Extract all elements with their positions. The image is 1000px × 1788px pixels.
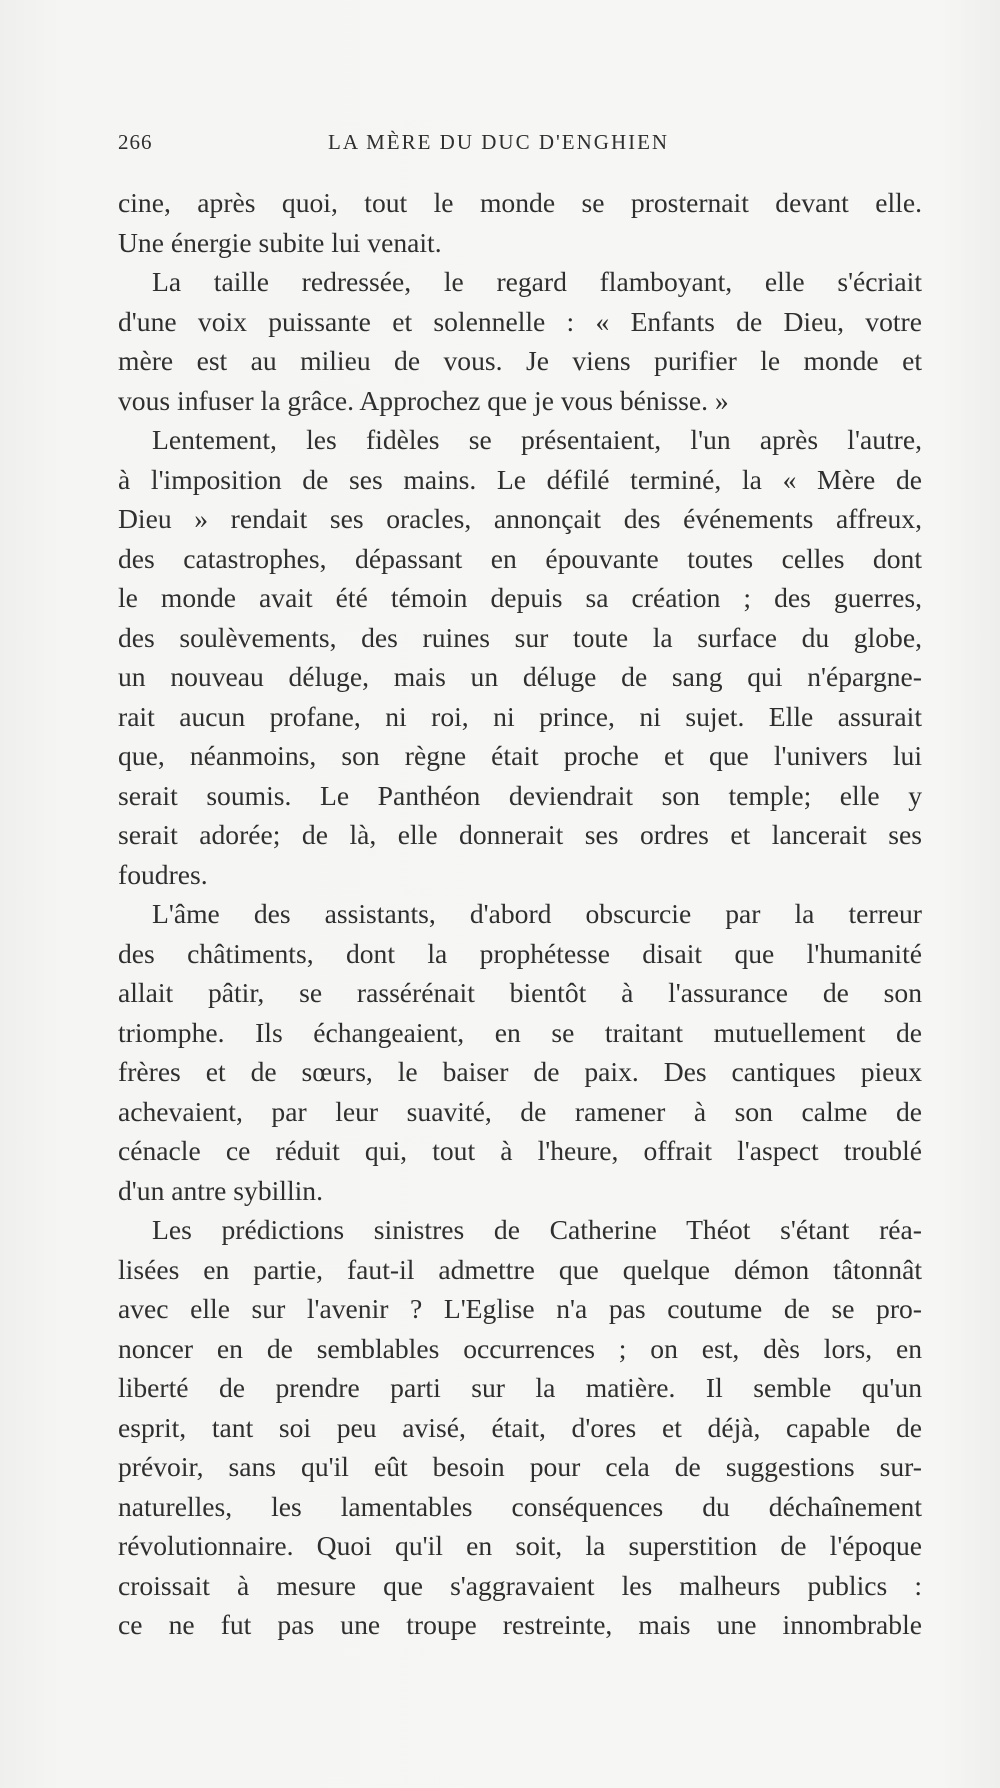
text-line: un nouveau déluge, mais un déluge de sang qui n'épargne-: [118, 661, 922, 692]
text-line: que, néanmoins, son règne était proche et que l'univers lui: [118, 740, 922, 771]
text-line: serait adorée; de là, elle donnerait ses ordres et lancerait ses: [118, 819, 922, 850]
running-title: LA MÈRE DU DUC D'ENGHIEN: [328, 130, 670, 154]
text-line: vous infuser la grâce. Approchez que je vous bénisse. »: [118, 384, 729, 416]
text-line: liberté de prendre parti sur la matière. Il semble qu'un: [118, 1372, 922, 1403]
text-line: noncer en de semblables occurrences ; on est, dès lors, en: [118, 1332, 922, 1364]
text-line: serait soumis. Le Panthéon deviendrait son temple; elle y: [118, 779, 922, 811]
text-line: cine, après quoi, tout le monde se prosternait devant elle.: [118, 187, 922, 218]
text-line: allait pâtir, se rassérénait bientôt à l'assurance de son: [118, 977, 922, 1008]
text-line: des châtiments, dont la prophétesse disait que l'humanité: [118, 937, 922, 969]
text-line: naturelles, les lamentables conséquences du déchaînement: [118, 1490, 922, 1522]
text-line: cénacle ce réduit qui, tout à l'heure, offrait l'aspect troublé: [118, 1135, 922, 1166]
text-line: Dieu » rendait ses oracles, annonçait des événements affreux,: [118, 503, 922, 534]
text-line: rait aucun profane, ni roi, ni prince, ni sujet. Elle assurait: [118, 700, 922, 732]
text-line: prévoir, sans qu'il eût besoin pour cela de suggestions sur-: [118, 1451, 922, 1482]
text-line: Lentement, les fidèles se présentaient, l'un après l'autre,: [152, 424, 922, 455]
text-line: à l'imposition de ses mains. Le défilé terminé, la « Mère de: [118, 463, 922, 495]
text-line: ce ne fut pas une troupe restreinte, mais une innombrable: [118, 1609, 922, 1640]
text-line: révolutionnaire. Quoi qu'il en soit, la superstition de l'époque: [118, 1530, 922, 1561]
text-line: d'une voix puissante et solennelle : « Enfants de Dieu, votre: [118, 305, 922, 337]
text-line: le monde avait été témoin depuis sa création ; des guerres,: [118, 582, 922, 613]
text-line: La taille redressée, le regard flamboyant, elle s'écriait: [152, 266, 922, 297]
body-text: [118, 183, 922, 1645]
text-line: triomphe. Ils échangeaient, en se traitant mutuellement de: [118, 1016, 922, 1048]
text-line: croissait à mesure que s'aggravaient les malheurs publics :: [118, 1569, 922, 1601]
text-line: L'âme des assistants, d'abord obscurcie par la terreur: [152, 898, 922, 929]
text-line: des catastrophes, dépassant en épouvante toutes celles dont: [118, 542, 922, 574]
text-line: esprit, tant soi peu avisé, était, d'ores et déjà, capable de: [118, 1411, 922, 1443]
text-line: d'un antre sybillin.: [118, 1174, 323, 1206]
page-header: [118, 130, 922, 162]
text-line: foudres.: [118, 858, 208, 890]
page-number: 266: [118, 130, 153, 154]
text-line: mère est au milieu de vous. Je viens purifier le monde et: [118, 345, 922, 376]
text-line: Une énergie subite lui venait.: [118, 226, 442, 258]
text-line: lisées en partie, faut-il admettre que quelque démon tâtonnât: [118, 1253, 922, 1285]
text-line: des soulèvements, des ruines sur toute la surface du globe,: [118, 621, 922, 653]
text-line: frères et de sœurs, le baiser de paix. Des cantiques pieux: [118, 1056, 922, 1087]
text-line: avec elle sur l'avenir ? L'Eglise n'a pas coutume de se pro-: [118, 1293, 922, 1324]
text-line: Les prédictions sinistres de Catherine Théot s'étant réa-: [152, 1214, 922, 1245]
text-line: achevaient, par leur suavité, de ramener à son calme de: [118, 1095, 922, 1127]
